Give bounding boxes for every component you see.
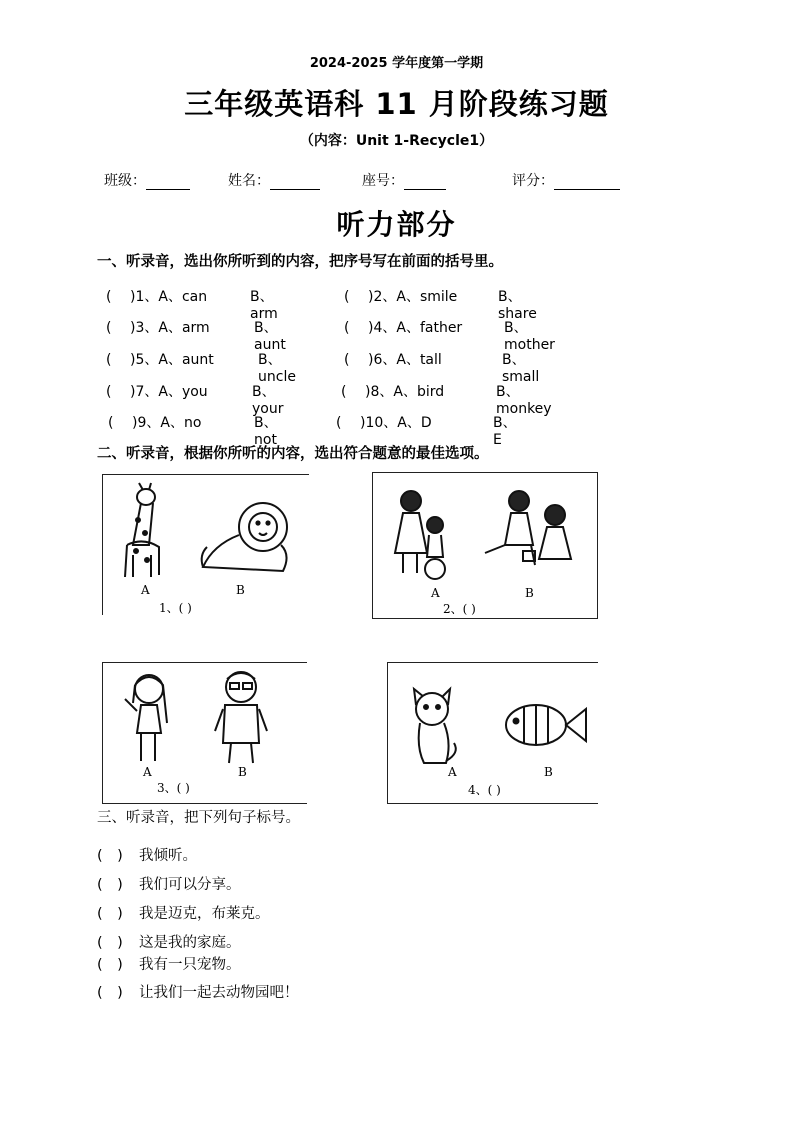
option-a-label: A xyxy=(141,583,150,597)
cat-fish-illustration xyxy=(388,663,598,769)
question-9 xyxy=(108,412,278,448)
question-5 xyxy=(106,349,296,385)
man-icon xyxy=(215,672,267,763)
cat-icon xyxy=(414,689,456,763)
name-label: 姓名： xyxy=(228,173,270,189)
question-6 xyxy=(344,349,540,385)
answer-paren[interactable]: ( xyxy=(108,415,114,431)
children-playing-icon xyxy=(485,491,571,565)
section-title: 听力部分 xyxy=(336,208,457,241)
sentence-text: 让我们一起去动物园吧！ xyxy=(139,985,299,1001)
exam-title: 三年级英语科 11 月阶段练习题 xyxy=(184,87,609,121)
question-5-b: B、uncle xyxy=(258,352,296,385)
class-blank[interactable] xyxy=(146,175,190,190)
content-scope: （内容：Unit 1-Recycle1） xyxy=(299,133,494,149)
question-8-a: )8、A、bird xyxy=(365,384,445,400)
question-4-a: )4、A、father xyxy=(368,320,463,336)
answer-paren[interactable]: ( xyxy=(106,289,112,305)
sentence-text: 我有一只宠物。 xyxy=(139,957,241,973)
question-3-b: B、aunt xyxy=(254,320,286,353)
seat-label: 座号： xyxy=(362,173,404,189)
part1-heading: 一、听录音，选出你所听到的内容，把序号写在前面的括号里。 xyxy=(97,254,503,270)
answer-paren[interactable]: ( xyxy=(106,320,112,336)
answer-paren[interactable]: ( xyxy=(106,352,112,368)
question-1 xyxy=(106,286,278,322)
question-3-a: )3、A、arm xyxy=(130,320,210,336)
answer-paren[interactable]: ( xyxy=(341,384,347,400)
answer-paren[interactable]: ( ) xyxy=(97,906,123,922)
sentence-item xyxy=(97,873,241,894)
score-field[interactable] xyxy=(512,170,620,190)
answer-paren[interactable]: ( ) xyxy=(97,935,123,951)
question-6-b: B、small xyxy=(502,352,540,385)
sentence-item xyxy=(97,931,241,952)
question-4 xyxy=(344,317,555,353)
score-blank[interactable] xyxy=(554,175,620,190)
option-a-label: A xyxy=(431,586,440,600)
sentence-text: 我倾听。 xyxy=(139,848,197,864)
part3-heading: 三、听录音，把下列句子标号。 xyxy=(97,810,300,826)
class-label: 班级： xyxy=(104,173,146,189)
sentence-item xyxy=(97,981,299,1002)
question-2 xyxy=(344,286,537,322)
question-9-b: B、not xyxy=(254,415,278,448)
name-blank[interactable] xyxy=(270,175,320,190)
answer-paren[interactable]: ( xyxy=(344,320,350,336)
option-a-label: A xyxy=(143,765,152,779)
picture-4-answer[interactable]: 4、( ) xyxy=(468,783,501,797)
picture-question-3 xyxy=(102,662,307,804)
question-4-b: B、mother xyxy=(504,320,555,353)
girl-icon xyxy=(125,675,167,761)
question-7 xyxy=(106,381,284,417)
picture-question-4 xyxy=(387,662,598,804)
question-8 xyxy=(341,381,552,417)
picture-1-answer[interactable]: 1、( ) xyxy=(159,601,192,615)
question-10 xyxy=(336,412,517,448)
giraffe-lion-illustration xyxy=(103,475,309,585)
sentence-text: 我是迈克，布莱克。 xyxy=(139,906,270,922)
answer-paren[interactable]: ( ) xyxy=(97,877,123,893)
option-b-label: B xyxy=(238,765,247,779)
picture-question-2 xyxy=(372,472,598,619)
answer-paren[interactable]: ( ) xyxy=(97,848,123,864)
question-10-b: B、E xyxy=(493,415,517,448)
option-b-label: B xyxy=(544,765,553,779)
score-label: 评分： xyxy=(512,173,554,189)
question-6-a: )6、A、tall xyxy=(368,352,442,368)
question-1-a: )1、A、can xyxy=(130,289,208,305)
question-2-a: )2、A、smile xyxy=(368,289,458,305)
semester-label: 2024-2025 学年度第一学期 xyxy=(309,56,484,71)
seat-field[interactable] xyxy=(362,170,446,190)
sentence-item xyxy=(97,902,270,923)
part2-heading: 二、听录音，根据你所听的内容，选出符合题意的最佳选项。 xyxy=(97,446,489,462)
picture-3-answer[interactable]: 3、( ) xyxy=(157,781,190,795)
sentence-text: 这是我的家庭。 xyxy=(139,935,241,951)
sentence-text: 我们可以分享。 xyxy=(139,877,241,893)
question-5-a: )5、A、aunt xyxy=(130,352,214,368)
question-7-a: )7、A、you xyxy=(130,384,208,400)
answer-paren[interactable]: ( xyxy=(106,384,112,400)
question-9-a: )9、A、no xyxy=(132,415,202,431)
children-illustration xyxy=(373,473,597,585)
giraffe-icon xyxy=(125,483,159,577)
sentence-item xyxy=(97,844,197,865)
answer-paren[interactable]: ( xyxy=(344,352,350,368)
answer-paren[interactable]: ( xyxy=(336,415,342,431)
fish-icon xyxy=(506,705,586,745)
sentence-item xyxy=(97,953,241,974)
answer-paren[interactable]: ( xyxy=(344,289,350,305)
option-a-label: A xyxy=(448,765,457,779)
girl-man-illustration xyxy=(103,663,307,769)
option-b-label: B xyxy=(236,583,245,597)
picture-2-answer[interactable]: 2、( ) xyxy=(443,602,476,616)
name-field[interactable] xyxy=(228,170,320,190)
question-10-a: )10、A、D xyxy=(360,415,432,431)
answer-paren[interactable]: ( ) xyxy=(97,957,123,973)
picture-question-1 xyxy=(102,474,309,615)
children-helping-icon xyxy=(395,491,445,579)
question-7-b: B、your xyxy=(252,384,284,417)
question-8-b: B、monkey xyxy=(496,384,552,417)
seat-blank[interactable] xyxy=(404,175,446,190)
question-3 xyxy=(106,317,286,353)
question-1-b: B、arm xyxy=(250,289,278,322)
question-2-b: B、share xyxy=(498,289,537,322)
option-b-label: B xyxy=(525,586,534,600)
answer-paren[interactable]: ( ) xyxy=(97,985,123,1001)
lion-icon xyxy=(202,503,287,571)
class-field[interactable] xyxy=(104,170,190,190)
